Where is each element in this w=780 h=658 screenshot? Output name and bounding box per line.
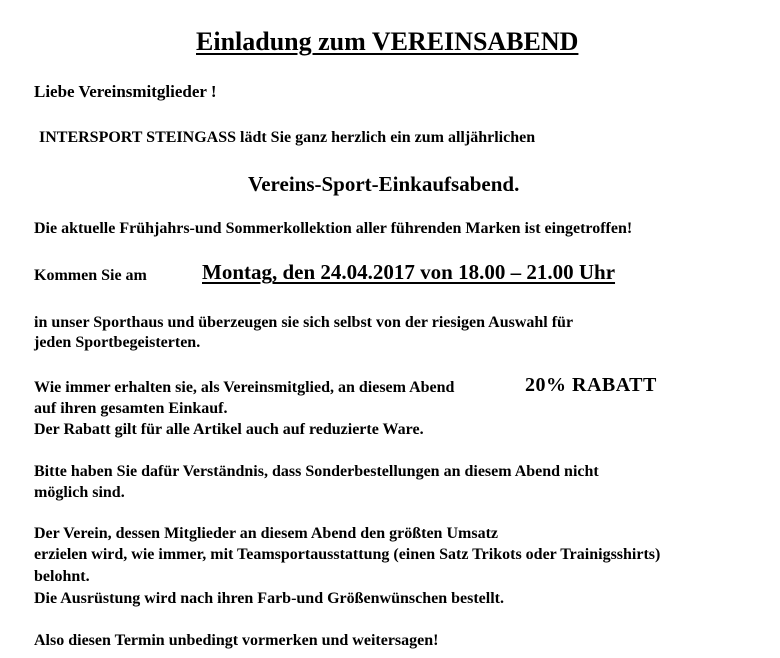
- paragraph-line: Die Ausrüstung wird nach ihren Farb-und Größenwünschen bestellt.: [34, 590, 504, 607]
- paragraph-line: Der Verein, dessen Mitglieder an diesem Abend den größten Umsatz: [34, 525, 498, 542]
- greeting: Liebe Vereinsmitglieder !: [34, 82, 217, 101]
- event-date-time: Montag, den 24.04.2017 von 18.00 – 21.00 Uhr: [202, 260, 616, 284]
- intro-text: INTERSPORT STEINGASS lädt Sie ganz herzlich ein zum alljährlichen: [39, 129, 536, 146]
- closing-line: Also diesen Termin unbedingt vormerken und weitersagen!: [34, 632, 439, 649]
- paragraph-line: Bitte haben Sie dafür Verständnis, dass Sonderbestellungen an diesem Abend nicht: [34, 463, 599, 480]
- collection-note: Die aktuelle Frühjahrs-und Sommerkollektion aller führenden Marken ist eingetroffen!: [34, 220, 633, 237]
- paragraph-line: jeden Sportbegeisterten.: [34, 334, 201, 351]
- paragraph-line: belohnt.: [34, 568, 90, 585]
- discount-value: 20% RABATT: [525, 374, 657, 396]
- paragraph-line: auf ihren gesamten Einkauf.: [34, 400, 228, 417]
- document-title: Einladung zum VEREINSABEND: [196, 27, 579, 56]
- paragraph-line: Der Rabatt gilt für alle Artikel auch auf reduzierte Ware.: [34, 421, 424, 438]
- paragraph-line: in unser Sporthaus und überzeugen sie sich selbst von der riesigen Auswahl für: [34, 314, 574, 331]
- discount-line: Wie immer erhalten sie, als Vereinsmitglied, an diesem Abend: [34, 379, 455, 396]
- come-label: Kommen Sie am: [34, 267, 147, 284]
- paragraph-line: erzielen wird, wie immer, mit Teamsportausstattung (einen Satz Trikots oder Trainigsshirts): [34, 546, 661, 563]
- paragraph-line: möglich sind.: [34, 484, 125, 501]
- event-name: Vereins-Sport-Einkaufsabend.: [248, 172, 520, 196]
